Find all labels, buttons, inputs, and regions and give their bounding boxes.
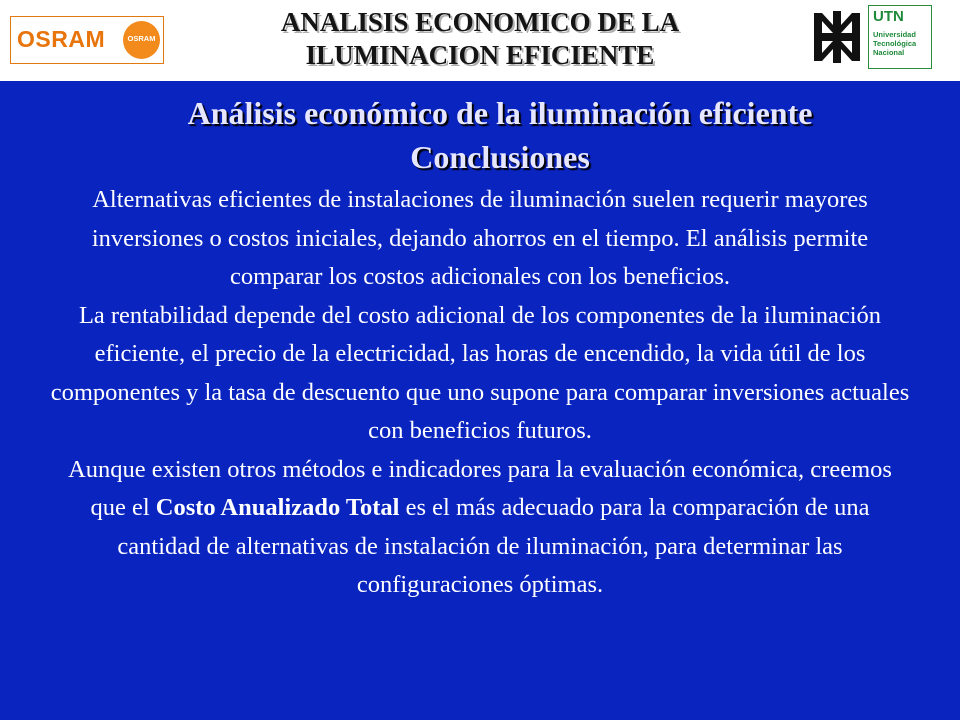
- osram-bulb-icon: [123, 21, 160, 59]
- utn-name-line2: Tecnológica: [873, 39, 917, 48]
- slide-title-line2: Conclusiones: [410, 139, 590, 175]
- paragraph-3-intro: Aunque existen otros métodos e indicadores para la evaluación económica, creemos que el: [68, 455, 892, 521]
- paragraph-2: La rentabilidad depende del costo adicional de los componentes de la iluminación eficiente, el precio de la electricidad, las horas de encendido, la vida útil de los componentes y la tasa de descuento que uno supone para comparar inversiones actuales con beneficios futuros.: [50, 301, 910, 444]
- header-title-line2: ILUMINACION EFICIENTE: [305, 40, 655, 70]
- utn-abbreviation: UTN: [873, 8, 904, 25]
- header-title-line1: ANALISIS ECONOMICO DE LA: [280, 7, 680, 37]
- slide-header: [0, 0, 960, 81]
- header-title: [200, 6, 760, 72]
- osram-bulb-text: OSRAM: [127, 34, 156, 43]
- osram-logo: [10, 16, 164, 64]
- utn-name-line1: Universidad: [873, 30, 916, 39]
- slide-text: [48, 181, 912, 605]
- utn-name-line3: Nacional: [873, 48, 905, 57]
- paragraph-3-highlight: Costo Anualizado Total: [155, 494, 400, 521]
- slide-body: [0, 81, 960, 720]
- utn-emblem-icon: [810, 7, 864, 67]
- utn-text-box: [868, 5, 932, 69]
- paragraph-3: [48, 451, 912, 605]
- utn-full-name: [873, 30, 931, 57]
- slide-title-line1: Análisis económico de la iluminación eficiente: [187, 95, 813, 131]
- paragraph-3-outro: es el más adecuado para la comparación de una cantidad de alternativas de instalación de iluminación, para determinar las configuraciones óptimas.: [117, 494, 870, 598]
- osram-wordmark: OSRAM: [17, 26, 106, 52]
- slide-title: [60, 91, 940, 179]
- paragraph-1: Alternativas eficientes de instalaciones de iluminación suelen requerir mayores inversiones o costos iniciales, dejando ahorros en el tiempo. El análisis permite comparar los costos adicionales con los beneficios.: [91, 186, 869, 290]
- utn-logo: [806, 5, 933, 71]
